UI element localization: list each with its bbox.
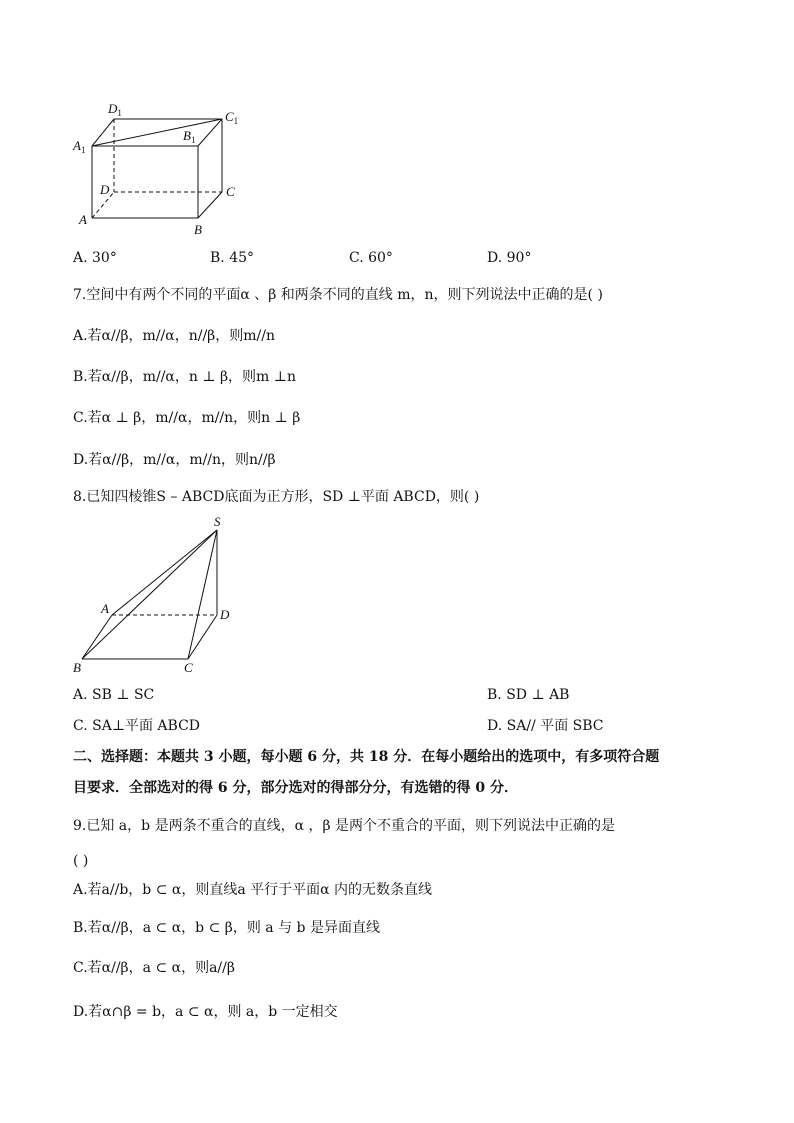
label-C: C — [184, 660, 193, 675]
section-heading-line1: 二、选择题：本题共 3 小题，每小题 6 分，共 18 分．在每小题给出的选项中，有多项符合题 — [73, 749, 660, 765]
label-A: A — [101, 601, 109, 616]
label-D: D — [220, 607, 230, 622]
q8-option-a: A. SB ⊥ SC — [73, 687, 155, 703]
section-heading-line2: 目要求．全部选对的得 6 分，部分选对的得部分分，有选错的得 0 分． — [73, 780, 518, 796]
label-D: D — [100, 182, 110, 197]
prism-figure — [70, 98, 250, 238]
q8-option-d: D. SA// 平面 SBC — [487, 718, 604, 734]
q6-option-b: B. 45° — [210, 250, 255, 266]
q9-option-a: A.若a//b，b ⊂ α，则直线a 平行于平面α 内的无数条直线 — [73, 882, 433, 898]
label-B: B — [73, 660, 81, 675]
q6-option-d: D. 90° — [487, 250, 532, 266]
label-A: A — [79, 212, 87, 227]
q6-option-c: C. 60° — [349, 250, 393, 266]
q9-option-b: B.若α//β，a ⊂ α，b ⊂ β，则 a 与 b 是异面直线 — [73, 920, 380, 936]
label-B1: $B_1$ — [183, 128, 196, 145]
q8-stem: 8.已知四棱锥S – ABCD底面为正方形，SD ⊥平面 ABCD，则( ) — [73, 489, 480, 505]
q7-option-c: C.若α ⊥ β，m//α，m//n，则n ⊥ β — [73, 410, 301, 426]
label-B: B — [194, 222, 202, 237]
q8-option-c: C. SA⊥平面 ABCD — [73, 718, 201, 734]
label-S: S — [214, 514, 221, 529]
q8-option-b: B. SD ⊥ AB — [487, 687, 570, 703]
q9-option-c: C.若α//β，a ⊂ α，则a//β — [73, 960, 235, 976]
label-C: C — [226, 184, 235, 199]
label-C1: $C_1$ — [225, 109, 239, 126]
q9-stem-line1: 9.已知 a，b 是两条不重合的直线，α ，β 是两个不重合的平面，则下列说法中正确的是 — [73, 818, 616, 834]
pyramid-figure — [70, 512, 250, 678]
q9-stem-line2: ( ) — [73, 853, 89, 869]
label-A1: $A_1$ — [73, 138, 86, 155]
q7-stem: 7.空间中有两个不同的平面α 、β 和两条不同的直线 m，n，则下列说法中正确的是( ) — [73, 287, 603, 303]
q9-option-d: D.若α∩β = b，a ⊂ α，则 a，b 一定相交 — [73, 1004, 338, 1020]
q7-option-b: B.若α//β，m//α，n ⊥ β，则m ⊥n — [73, 369, 296, 385]
label-D1: $D_1$ — [108, 101, 122, 118]
q6-option-a: A. 30° — [73, 250, 117, 266]
q7-option-a: A.若α//β，m//α，n//β，则m//n — [73, 328, 275, 344]
q7-option-d: D.若α//β，m//α，m//n，则n//β — [73, 452, 276, 468]
